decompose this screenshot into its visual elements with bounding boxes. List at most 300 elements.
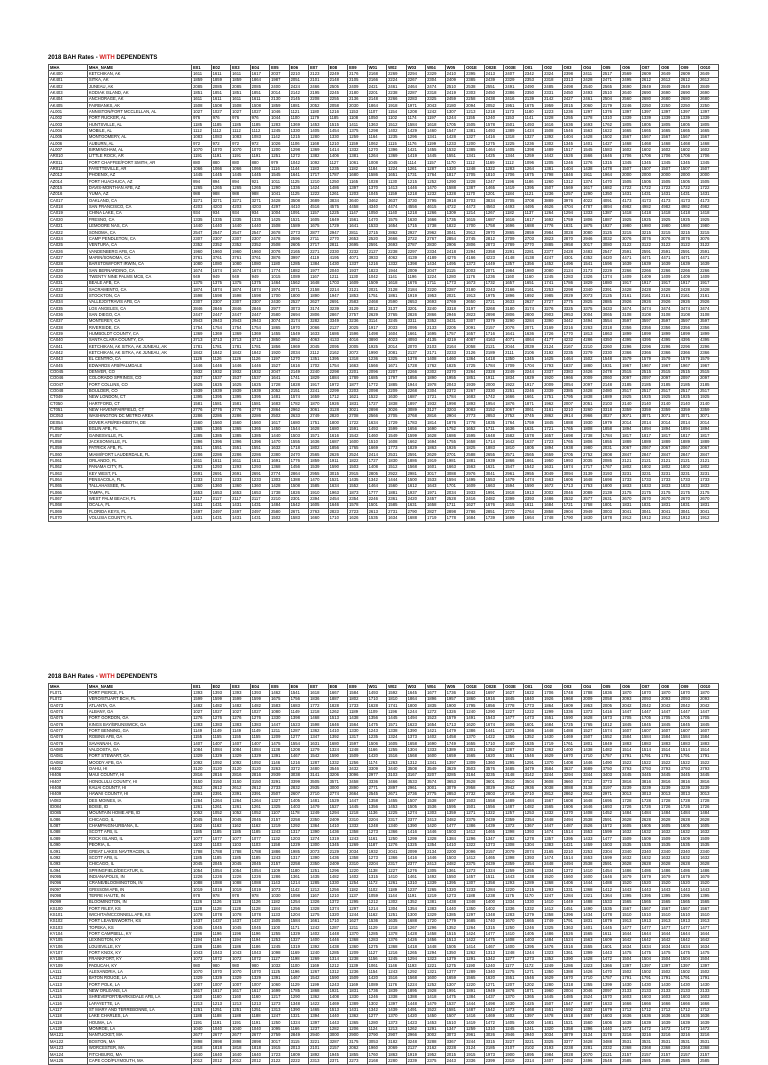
- rate-cell: 3508: [406, 766, 426, 772]
- rate-cell: 1861: [523, 458, 543, 464]
- rate-cell: 1752: [445, 426, 465, 432]
- rate-cell: 1458: [445, 734, 465, 740]
- rate-cell: 1130: [348, 274, 368, 280]
- rate-cell: 1438: [445, 899, 465, 905]
- rate-cell: 1384: [445, 836, 465, 842]
- rate-cell: 2263: [582, 325, 602, 331]
- rate-cell: 1628: [309, 426, 329, 432]
- rate-cell: 2313: [562, 77, 582, 83]
- rate-cell: 1565: [465, 753, 485, 759]
- rate-cell: 2867: [328, 312, 348, 318]
- rate-cell: 1200: [465, 141, 485, 147]
- rate-cell: 2591: [601, 817, 621, 823]
- rate-cell: 2264: [465, 369, 485, 375]
- rate-cell: 2898: [211, 1039, 231, 1045]
- rate-cell: 1482: [231, 703, 251, 709]
- rate-cell: 1502: [660, 969, 680, 975]
- rate-cell: 2133: [699, 988, 719, 994]
- rate-cell: 1706: [504, 172, 524, 178]
- rate-cell: 1287: [504, 747, 524, 753]
- rate-cell: 1335: [192, 217, 212, 223]
- rate-cell: 1754: [328, 363, 348, 369]
- rate-cell: 1666: [621, 1001, 641, 1007]
- rate-cell: 1611: [231, 96, 251, 102]
- column-header: MHA_NAME: [87, 65, 191, 71]
- rate-cell: 1464: [367, 483, 387, 489]
- rate-cell: 3244: [543, 772, 563, 778]
- rate-cell: 1245: [270, 128, 290, 134]
- rate-cell: 1300: [309, 842, 329, 848]
- rate-cell: 1980: [523, 268, 543, 274]
- rate-cell: 1772: [309, 703, 329, 709]
- rate-cell: 2806: [504, 312, 524, 318]
- rate-cell: 1726: [621, 804, 641, 810]
- rate-cell: 1310: [406, 880, 426, 886]
- rate-cell: 1437: [250, 918, 270, 924]
- rate-cell: 1275: [367, 944, 387, 950]
- rate-cell: 1520: [679, 880, 699, 886]
- rate-cell: 1418: [699, 210, 719, 216]
- rate-cell: 1563: [543, 477, 563, 483]
- rate-cell: 1340: [387, 823, 407, 829]
- rate-cell: 3122: [621, 242, 641, 248]
- rate-cell: 1836: [601, 690, 621, 696]
- rate-cell: 1967: [660, 363, 680, 369]
- rate-cell: 1368: [348, 937, 368, 943]
- rate-cell: 1542: [523, 464, 543, 470]
- rate-cell: 1537: [211, 375, 231, 381]
- rate-cell: 1892: [309, 1051, 329, 1057]
- rate-cell: 1697: [484, 690, 504, 696]
- rate-cell: 3239: [660, 785, 680, 791]
- rate-cell: 1790: [562, 515, 582, 521]
- column-header: MHA: [49, 65, 88, 71]
- rate-cell: 880: [192, 160, 212, 166]
- rate-cell: 1321: [289, 1013, 309, 1019]
- rate-cell: 1293: [231, 464, 251, 470]
- rate-cell: 1978: [426, 382, 446, 388]
- rate-cell: 1348: [289, 1001, 309, 1007]
- rate-cell: 2353: [523, 77, 543, 83]
- mha-name-cell: WEST PALM BEACH, FL: [87, 496, 191, 502]
- rate-cell: 2093: [640, 696, 660, 702]
- rate-cell: 2101: [309, 1045, 329, 1051]
- rate-cell: 1870: [679, 690, 699, 696]
- rate-cell: 2565: [523, 451, 543, 457]
- rate-cell: 1778: [465, 420, 485, 426]
- rate-cell: 2076: [270, 248, 290, 254]
- rate-cell: 1212: [309, 887, 329, 893]
- rate-cell: 1661: [523, 394, 543, 400]
- rate-cell: 1713: [562, 483, 582, 489]
- mha-name-cell: CHICAGO, IL: [87, 817, 191, 823]
- rate-cell: 2361: [387, 496, 407, 502]
- rate-cell: 1960: [192, 248, 212, 254]
- rate-cell: 1298: [289, 147, 309, 153]
- rate-cell: 1726: [679, 804, 699, 810]
- rate-cell: 1616: [328, 432, 348, 438]
- rate-cell: 1937: [406, 490, 426, 496]
- rate-cell: 1352: [543, 956, 563, 962]
- rate-cell: 1507: [660, 166, 680, 172]
- rate-cell: 1290: [582, 191, 602, 197]
- rate-cell: 1546: [562, 128, 582, 134]
- rate-cell: 1475: [679, 950, 699, 956]
- rate-cell: 1642: [699, 937, 719, 943]
- rate-cell: 1019: [192, 887, 212, 893]
- rate-cell: 1446: [231, 363, 251, 369]
- rate-cell: 1632: [679, 855, 699, 861]
- mha-name-cell: GAINESVILLE, FL: [87, 432, 191, 438]
- rate-cell: 1224: [426, 274, 446, 280]
- rate-cell: 1871: [523, 988, 543, 994]
- mha-name-cell: NANTUCKET, MA: [87, 1032, 191, 1038]
- rate-cell: 1932: [367, 848, 387, 854]
- rate-cell: 1250: [328, 179, 348, 185]
- rate-cell: 1542: [309, 753, 329, 759]
- rate-cell: 2486: [543, 496, 563, 502]
- mha-name-cell: SCOTT AFB, IL: [87, 829, 191, 835]
- rate-cell: 3076: [640, 236, 660, 242]
- rate-cell: 2286: [211, 413, 231, 419]
- rate-cell: 1514: [562, 829, 582, 835]
- rate-cell: 4093: [406, 337, 426, 343]
- rate-cell: 2185: [640, 382, 660, 388]
- rate-cell: 1112: [504, 160, 524, 166]
- rate-cell: 3260: [582, 407, 602, 413]
- mha-name-cell: CHAMPAIGN-URBANA, IL: [87, 823, 191, 829]
- rate-cell: 1640: [504, 741, 524, 747]
- rate-cell: 1443: [699, 887, 719, 893]
- rate-cell: 1275: [504, 969, 524, 975]
- rate-cell: 1188: [211, 1013, 231, 1019]
- rate-cell: 1915: [270, 1045, 290, 1051]
- rate-cell: 2448: [543, 817, 563, 823]
- rate-cell: 2246: [367, 496, 387, 502]
- rate-cell: 2383: [562, 369, 582, 375]
- rate-cell: 2134: [426, 848, 446, 854]
- rate-cell: 1295: [504, 760, 524, 766]
- rate-cell: 2045: [250, 861, 270, 867]
- rate-cell: 1435: [348, 477, 368, 483]
- rate-cell: 3773: [601, 779, 621, 785]
- rate-cell: 1706: [640, 153, 660, 159]
- rate-cell: 2296: [621, 344, 641, 350]
- rate-cell: 3073: [445, 1032, 465, 1038]
- rate-cell: 1911: [484, 375, 504, 381]
- rate-cell: 1185: [192, 855, 212, 861]
- rate-cell: 2898: [484, 312, 504, 318]
- rate-cell: 2943: [211, 318, 231, 324]
- rate-cell: 1209: [270, 734, 290, 740]
- rate-cell: 1126: [192, 356, 212, 362]
- rate-cell: 1900: [504, 1051, 524, 1057]
- title-highlight: WITH: [99, 55, 115, 61]
- rate-cell: 1407: [231, 741, 251, 747]
- rate-cell: 1397: [660, 109, 680, 115]
- rate-cell: 1272: [289, 153, 309, 159]
- rate-cell: 1366: [387, 855, 407, 861]
- rate-cell: 1477: [660, 925, 680, 931]
- rate-cell: 1425: [484, 153, 504, 159]
- rate-cell: 1939: [231, 388, 251, 394]
- rate-cell: 2030: [348, 103, 368, 109]
- rate-cell: 1080: [250, 261, 270, 267]
- rate-cell: 2175: [699, 490, 719, 496]
- mha-code-cell: IL087: [49, 823, 88, 829]
- rate-cell: 1214: [465, 210, 485, 216]
- rate-cell: 978: [211, 893, 231, 899]
- rate-cell: 4195: [328, 255, 348, 261]
- rate-cell: 1564: [348, 722, 368, 728]
- rate-cell: 1336: [504, 906, 524, 912]
- rate-cell: 1174: [367, 760, 387, 766]
- mha-name-cell: MONTEREY, CA: [87, 318, 191, 324]
- rate-cell: 1851: [250, 90, 270, 96]
- rate-cell: 1831: [699, 502, 719, 508]
- rate-cell: 1194: [250, 937, 270, 943]
- rate-cell: 4982: [621, 204, 641, 210]
- rate-cell: 1625: [211, 382, 231, 388]
- rate-cell: 1339: [679, 115, 699, 121]
- rate-cell: 1198: [289, 956, 309, 962]
- rate-cell: 1894: [543, 445, 563, 451]
- rate-cell: 2457: [426, 496, 446, 502]
- rate-cell: 1634: [660, 944, 680, 950]
- rate-cell: 1477: [679, 925, 699, 931]
- rate-cell: 1587: [582, 1001, 602, 1007]
- rate-cell: 3474: [699, 306, 719, 312]
- rate-cell: 2958: [562, 242, 582, 248]
- rate-cell: 1674: [562, 464, 582, 470]
- rate-cell: 2565: [309, 451, 329, 457]
- rate-cell: 1944: [406, 382, 426, 388]
- rate-cell: 1617: [211, 988, 231, 994]
- rate-cell: 1229: [289, 842, 309, 848]
- rate-cell: 3713: [211, 337, 231, 343]
- rate-cell: 2291: [504, 248, 524, 254]
- rate-cell: 1486: [640, 867, 660, 873]
- rate-cell: 3041: [484, 471, 504, 477]
- rate-cell: 1275: [445, 963, 465, 969]
- rate-cell: 2411: [582, 71, 602, 77]
- mha-code-cell: AK403: [49, 90, 88, 96]
- rate-cell: 2165: [289, 248, 309, 254]
- rate-cell: 1007: [211, 982, 231, 988]
- rate-cell: 1611: [192, 458, 212, 464]
- rate-cell: 1414: [465, 944, 485, 950]
- rate-cell: 1147: [348, 210, 368, 216]
- rate-cell: 4286: [582, 337, 602, 343]
- rate-cell: 2304: [426, 77, 446, 83]
- rate-cell: 1920: [543, 375, 563, 381]
- rate-cell: 2260: [601, 344, 621, 350]
- rate-cell: 1874: [211, 287, 231, 293]
- rate-cell: 1027: [211, 109, 231, 115]
- rate-cell: 1533: [426, 477, 446, 483]
- rate-cell: 2098: [367, 388, 387, 394]
- rate-cell: 2395: [465, 71, 485, 77]
- rate-cell: 1712: [328, 394, 348, 400]
- rate-cell: 1527: [328, 804, 348, 810]
- rate-cell: 1393: [523, 829, 543, 835]
- rate-cell: 1509: [348, 975, 368, 981]
- rate-cell: 2340: [640, 848, 660, 854]
- rate-cell: 1336: [562, 709, 582, 715]
- mha-code-cell: LA116: [49, 1001, 88, 1007]
- mha-name-cell: FITCHBURG, MA: [87, 1051, 191, 1057]
- rate-cell: 1392: [328, 734, 348, 740]
- rate-cell: 1959: [543, 103, 563, 109]
- rate-cell: 1257: [504, 810, 524, 816]
- rate-cell: 1176: [406, 141, 426, 147]
- rate-cell: 1356: [367, 715, 387, 721]
- rate-cell: 1599: [211, 696, 231, 702]
- rate-cell: 2133: [621, 988, 641, 994]
- rate-cell: 1473: [504, 1007, 524, 1013]
- rate-cell: 1395: [192, 394, 212, 400]
- rate-cell: 1632: [660, 855, 680, 861]
- rate-cell: 1679: [621, 874, 641, 880]
- rate-cell: 4471: [679, 255, 699, 261]
- rate-cell: 1283: [504, 166, 524, 172]
- rate-cell: 1522: [426, 1007, 446, 1013]
- rate-cell: 2356: [621, 325, 641, 331]
- rate-cell: 1224: [387, 166, 407, 172]
- rate-cell: 2949: [582, 509, 602, 515]
- rate-cell: 1331: [562, 887, 582, 893]
- rate-cell: 1054: [192, 867, 212, 873]
- rate-cell: 1682: [601, 185, 621, 191]
- rate-cell: 1733: [660, 477, 680, 483]
- rate-cell: 2179: [601, 103, 621, 109]
- rate-cell: 2052: [309, 103, 329, 109]
- rate-cell: 1308: [504, 842, 524, 848]
- rate-cell: 2139: [601, 490, 621, 496]
- rate-cell: 1448: [328, 931, 348, 937]
- rate-cell: 3080: [582, 229, 602, 235]
- rate-cell: 1027: [211, 709, 231, 715]
- mha-name-cell: FAIRBANKS, AK: [87, 103, 191, 109]
- rate-cell: 3080: [601, 242, 621, 248]
- rate-cell: 2904: [562, 509, 582, 515]
- rate-cell: 1128: [211, 906, 231, 912]
- rate-cell: 1246: [562, 160, 582, 166]
- rate-cell: 1318: [348, 356, 368, 362]
- rate-cell: 1944: [387, 268, 407, 274]
- rate-cell: 1440: [445, 906, 465, 912]
- rate-cell: 1870: [660, 690, 680, 696]
- rate-cell: 1129: [289, 982, 309, 988]
- rate-cell: 1889: [640, 439, 660, 445]
- rate-cell: 1278: [582, 115, 602, 121]
- rate-cell: 3488: [601, 1039, 621, 1045]
- rate-cell: 1920: [270, 350, 290, 356]
- mha-code-cell: KS102: [49, 918, 88, 924]
- rate-cell: 1276: [192, 715, 212, 721]
- rate-cell: 1327: [523, 134, 543, 140]
- mha-code-cell: FL057: [49, 432, 88, 438]
- rate-cell: 1598: [309, 722, 329, 728]
- rate-cell: 2180: [348, 90, 368, 96]
- rate-cell: 2846: [192, 306, 212, 312]
- rate-cell: 1503: [445, 855, 465, 861]
- rate-cell: 1190: [465, 963, 485, 969]
- rate-cell: 1112: [192, 128, 212, 134]
- rate-cell: 2690: [699, 90, 719, 96]
- rate-cell: 2958: [465, 785, 485, 791]
- rate-cell: 1456: [289, 464, 309, 470]
- rate-cell: 1320: [445, 887, 465, 893]
- rate-cell: 2482: [445, 817, 465, 823]
- rate-cell: 2877: [309, 229, 329, 235]
- rate-cell: 1864: [406, 696, 426, 702]
- rate-cell: 3531: [660, 1039, 680, 1045]
- rate-cell: 1981: [445, 458, 465, 464]
- rate-cell: 1912: [699, 515, 719, 521]
- rate-cell: 1027: [250, 109, 270, 115]
- rate-cell: 1888: [562, 420, 582, 426]
- rate-cell: 2117: [211, 496, 231, 502]
- mha-code-cell: LA113: [49, 982, 88, 988]
- rate-cell: 1679: [679, 874, 699, 880]
- mha-name-cell: FRANKFORT, KY: [87, 956, 191, 962]
- rate-cell: 1764: [426, 172, 446, 178]
- rate-cell: 1166: [367, 747, 387, 753]
- rate-cell: 1428: [406, 931, 426, 937]
- rate-cell: 1269: [309, 956, 329, 962]
- rate-cell: 1584: [621, 734, 641, 740]
- rate-cell: 1617: [250, 71, 270, 77]
- rate-cell: 1688: [523, 223, 543, 229]
- rate-cell: 1598: [231, 293, 251, 299]
- rate-cell: 1749: [543, 918, 563, 924]
- rate-cell: 1560: [231, 420, 251, 426]
- rate-cell: 3239: [640, 785, 660, 791]
- rate-cell: 2409: [348, 84, 368, 90]
- rate-cell: 1410: [582, 867, 602, 873]
- rate-cell: 2873: [484, 242, 504, 248]
- rate-cell: 2482: [445, 861, 465, 867]
- rate-cell: 1800: [328, 420, 348, 426]
- column-header: O08: [660, 684, 680, 690]
- rate-cell: 2157: [328, 1045, 348, 1051]
- rate-cell: 2121: [660, 458, 680, 464]
- rate-cell: 1397: [309, 1020, 329, 1026]
- rate-cell: 1209: [348, 950, 368, 956]
- rate-cell: 1472: [679, 1026, 699, 1032]
- rate-cell: 1440: [192, 223, 212, 229]
- rate-cell: 2612: [231, 785, 251, 791]
- rate-cell: 3013: [660, 791, 680, 797]
- rate-cell: 1636: [679, 1013, 699, 1019]
- rate-cell: 2329: [504, 77, 524, 83]
- rate-cell: 1723: [270, 1051, 290, 1057]
- rate-cell: 1628: [582, 715, 602, 721]
- rate-cell: 1581: [231, 401, 251, 407]
- rate-cell: 1712: [640, 1007, 660, 1013]
- rate-cell: 1520: [640, 880, 660, 886]
- rate-cell: 2148: [367, 96, 387, 102]
- rate-cell: 1791: [679, 975, 699, 981]
- rate-cell: 1072: [231, 956, 251, 962]
- rate-cell: 2296: [699, 344, 719, 350]
- rate-cell: 1218: [348, 810, 368, 816]
- rate-cell: 3268: [484, 306, 504, 312]
- mha-code-cell: FL068: [49, 502, 88, 508]
- rate-cell: 3004: [582, 312, 602, 318]
- rate-cell: 1227: [504, 709, 524, 715]
